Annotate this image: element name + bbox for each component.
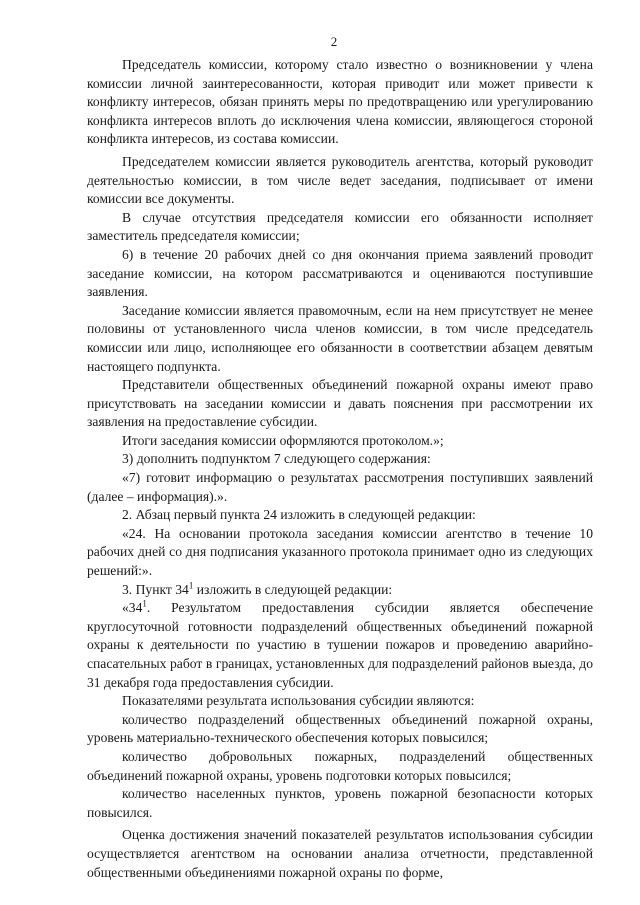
paragraph: Итоги заседания комиссии оформляются протоколом.»; — [122, 432, 444, 448]
paragraph: В случае отсутствия председателя комиссии его обязанности исполняет заместитель председателя комиссии; — [87, 209, 593, 244]
superscript: 1 — [188, 580, 194, 591]
page-number: 2 — [330, 34, 338, 49]
paragraph: Оценка достижения значений показателей результатов использования субсидии осуществляется агентством на основании анализа отчетности, представленной общественными объединениями пожарной охраны по форме, — [87, 827, 593, 880]
paragraph: 2. Абзац первый пункта 24 изложить в следующей редакции: — [122, 507, 476, 523]
superscript: 1 — [142, 598, 147, 609]
paragraph: Заседание комиссии является правомочным, если на нем присутствует не менее половины от установленного числа членов комиссии, в том числе председатель комиссии или лицо, исполняющее его обязанности в соответствии абзацем девятым настоящего подпункта. — [87, 302, 593, 374]
paragraph: Представители общественных объединений пожарной охраны имеют право присутствовать на заседании комиссии и давать пояснения при рассмотрении их заявления на предоставление субсидии. — [87, 377, 593, 430]
paragraph: количество подразделений общественных объединений пожарной охраны, уровень материально-технического обеспечения которых повысился; — [87, 711, 593, 746]
paragraph-start: 3. Пункт 34 — [122, 581, 189, 597]
paragraph: «7) готовит информацию о результатах рассмотрения поступивших заявлений (далее – информация).». — [87, 470, 593, 504]
paragraph: Председатель комиссии, которому стало известно о возникновении у члена комиссии личной заинтересованности, которая приводит или может привести к конфликту интересов, обязан принять меры по предотвращению или урегулированию конфликта интересов вплоть до исключения члена комиссии, являющегося стороной конфликта интересов, из состава комиссии. — [87, 57, 593, 147]
paragraph: Председателем комиссии является руководитель агентства, который руководит деятельностью комиссии, в том числе ведет заседания, подписывает от имени комиссии все документы. — [87, 153, 593, 207]
document-body — [87, 56, 593, 882]
paragraph — [87, 581, 593, 600]
paragraph: 3) дополнить подпунктом 7 следующего содержания: — [122, 451, 431, 467]
paragraph: 6) в течение 20 рабочих дней со дня окончания приема заявлений проводит заседание комиссии, на котором рассматриваются и оцениваются поступившие заявления. — [87, 246, 593, 300]
paragraph: количество добровольных пожарных, подразделений общественных объединений пожарной охраны, уровень подготовки которых повысился; — [87, 748, 593, 783]
paragraph: Показателями результата использования субсидии являются: — [122, 693, 475, 709]
paragraph-rest: . Результатом предоставления субсидии является обеспечение круглосуточной готовности подразделений общественных объединений пожарной охраны к деятельности по участию в тушении пожаров и проведению аварийно-спасательных работ в границах, установленных для подразделений районов выезда, до 31 декабря года предоставления субсидии. — [87, 600, 593, 690]
paragraph — [87, 599, 593, 692]
paragraph: количество населенных пунктов, уровень пожарной безопасности которых повысился. — [87, 786, 593, 820]
paragraph: «24. На основании протокола заседания комиссии агентство в течение 10 рабочих дней со дня подписания указанного протокола принимает одно из следующих решений:». — [87, 525, 593, 579]
paragraph-rest: изложить в следующей редакции: — [193, 581, 393, 597]
paragraph-start: «34 — [122, 600, 143, 616]
